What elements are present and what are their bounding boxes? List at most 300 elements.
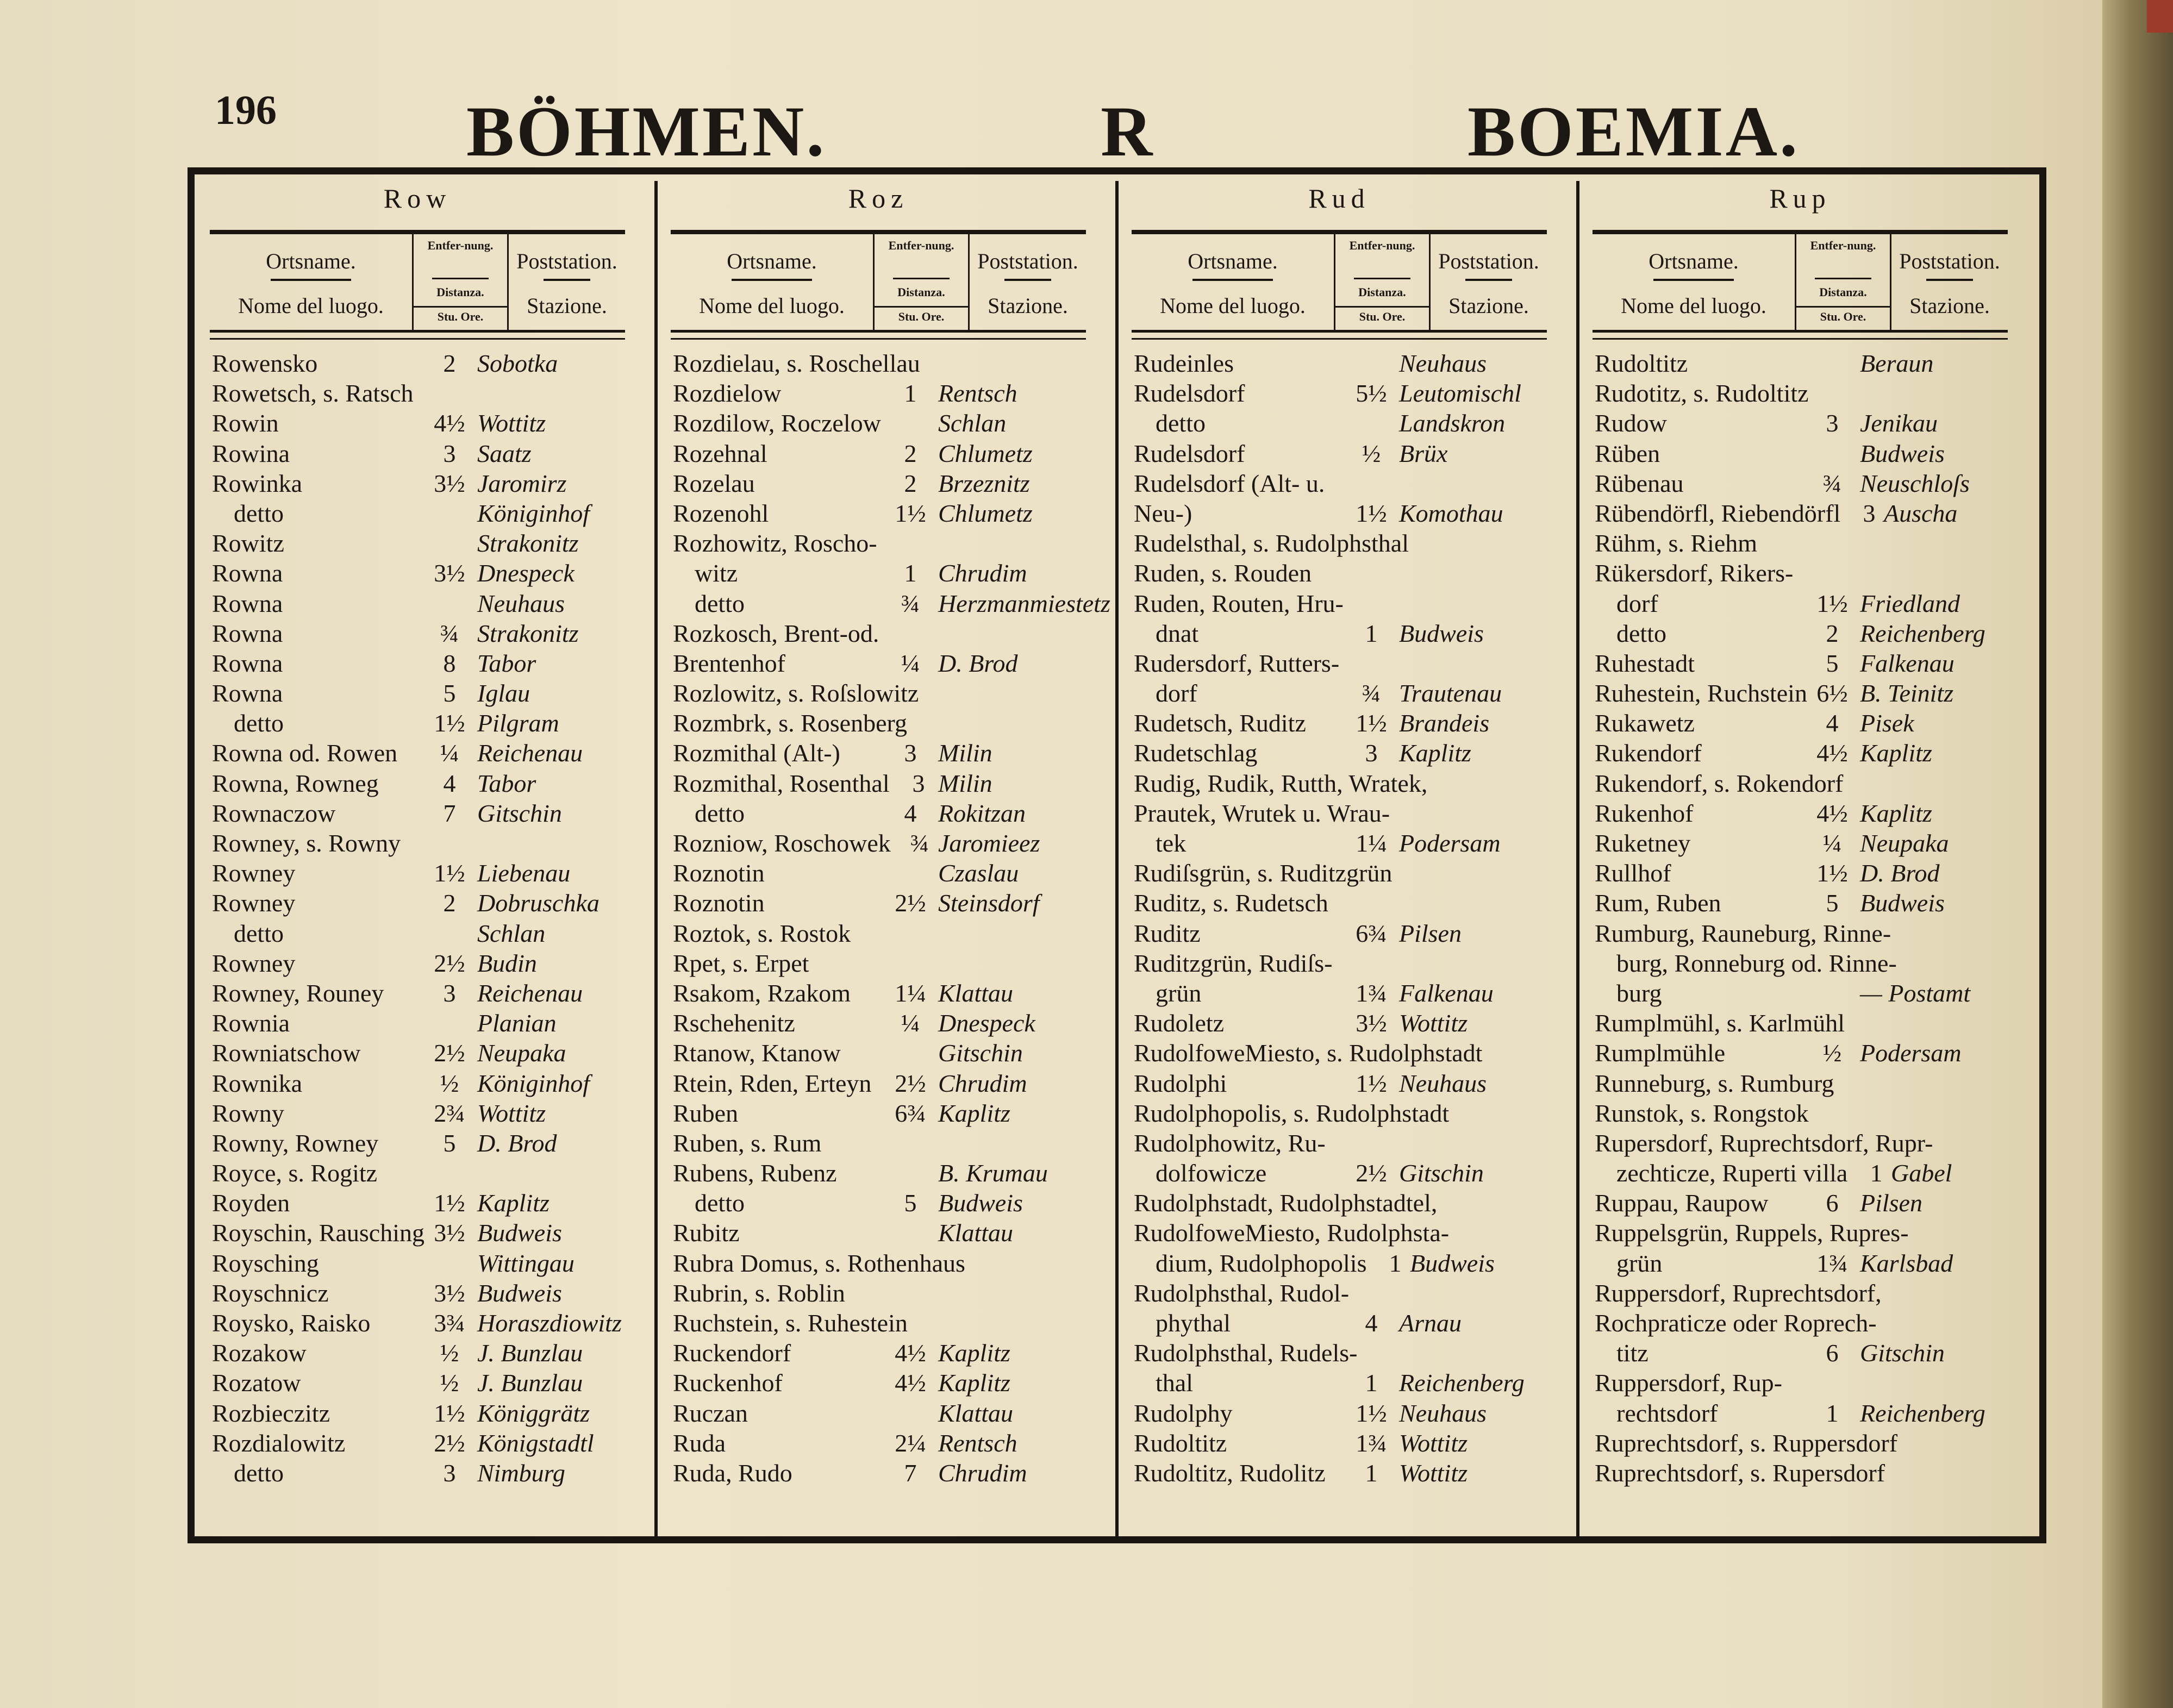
post-station: Saatz [477, 439, 532, 467]
distance: 4½ [434, 409, 465, 437]
entry-row [673, 408, 1091, 438]
post-station: Reichenberg [1399, 1369, 1525, 1397]
post-station: Schlan [477, 919, 546, 947]
post-station: Brüx [1399, 439, 1448, 467]
header-post-it: Stazione. [1909, 293, 1990, 318]
entry-row [1595, 798, 2013, 828]
entry-row [673, 528, 1091, 558]
entry-row [212, 1428, 630, 1458]
place-name: Rochpraticze oder Roprech- [1595, 1309, 1877, 1337]
column-title: Roz [848, 183, 909, 214]
place-name: dnat [1156, 619, 1199, 647]
place-name: Ruppersdorf, Rup- [1595, 1369, 1782, 1397]
entry-row [1595, 1308, 2013, 1338]
post-station: Kaplitz [1860, 799, 1932, 827]
place-name: Rozkosch, Brent-od. [673, 619, 879, 647]
post-station: Neuhaus [477, 589, 565, 617]
distance: 1¼ [1356, 829, 1387, 857]
post-station: Landskron [1399, 409, 1506, 437]
distance: ¼ [440, 739, 459, 767]
entry-row [212, 888, 630, 918]
post-station: Neuschloſs [1860, 469, 1970, 497]
entry-row [212, 798, 630, 828]
entry-row [1595, 1338, 2013, 1368]
place-name: Rübendörfl, Riebendörfl [1595, 499, 1841, 527]
header-dist-de: Entfer-nung. [1810, 239, 1876, 252]
entry-row [1134, 1398, 1552, 1428]
place-name: Rühm, s. Riehm [1595, 529, 1758, 558]
post-station: Karlsbad [1860, 1249, 1953, 1277]
header-dist-unit: Stu. Ore. [1335, 306, 1429, 324]
place-name: Ruckenhof [673, 1369, 783, 1397]
entry-row [673, 1368, 1091, 1398]
post-station: Chlumetz [938, 499, 1033, 527]
entry-row [1134, 888, 1552, 918]
post-station: Horaszdiowitz [477, 1309, 622, 1337]
post-station: Reichenau [477, 979, 583, 1007]
entry-row [1595, 948, 2013, 978]
entry-row [1134, 1278, 1552, 1308]
entry-list [1595, 348, 2013, 1488]
post-station: Kaplitz [1399, 739, 1471, 767]
entry-row [212, 708, 630, 738]
post-station: Budweis [477, 1279, 562, 1307]
header-post-it: Stazione. [988, 293, 1068, 318]
post-station: Brandeis [1399, 709, 1490, 737]
post-station: Auscha [1884, 499, 1958, 527]
post-station: Wottitz [477, 1099, 546, 1127]
header-dist-de: Entfer-nung. [427, 239, 494, 252]
post-station: Gabel [1891, 1159, 1952, 1187]
post-station: Podersam [1399, 829, 1501, 857]
column-header [210, 230, 625, 333]
place-name: Rowina [212, 439, 290, 467]
entry-row [1134, 1188, 1552, 1218]
place-name: detto [1156, 409, 1206, 437]
entry-row [1595, 498, 2013, 528]
entry-row [673, 1458, 1091, 1488]
place-name: detto [1616, 619, 1666, 647]
place-name: Rudelsthal, s. Rudolphsthal [1134, 529, 1409, 558]
place-name: Rsakom, Rzakom [673, 979, 851, 1007]
distance: 3¾ [434, 1309, 465, 1337]
distance: 4 [1826, 709, 1839, 737]
entry-row [1134, 1098, 1552, 1128]
place-name: Rozdialowitz [212, 1429, 346, 1457]
post-station: Pilsen [1860, 1189, 1922, 1217]
post-station: Kaplitz [938, 1099, 1010, 1127]
post-station: Milin [938, 739, 992, 767]
post-station: Sobotka [477, 349, 558, 377]
distance: ½ [440, 1339, 459, 1367]
place-name: dorf [1616, 589, 1658, 617]
post-station: Budweis [1860, 889, 1945, 917]
entry-row [1134, 918, 1552, 948]
distance: ½ [1362, 439, 1381, 467]
post-station: Klattau [938, 979, 1014, 1007]
place-name: Neu-) [1134, 499, 1192, 527]
entry-row [673, 978, 1091, 1008]
place-name: Rükersdorf, Rikers- [1595, 559, 1794, 587]
entry-list [673, 348, 1110, 1488]
distance: 3½ [434, 559, 465, 587]
place-name: Ruden, Routen, Hru- [1134, 589, 1344, 617]
column-title: Row [383, 183, 452, 214]
post-station: B. Krumau [938, 1159, 1048, 1187]
heading-german: BÖHMEN. [466, 91, 827, 171]
entry-row [1595, 1278, 2013, 1308]
entry-row [673, 348, 1091, 378]
place-name: Ruditz [1134, 919, 1201, 947]
entry-row [673, 768, 1091, 798]
post-station: Jaromirz [477, 469, 567, 497]
post-station: Pilgram [477, 709, 559, 737]
entry-row [673, 1308, 1091, 1338]
entry-row [1134, 768, 1552, 798]
entry-row [673, 1158, 1091, 1188]
distance: ¾ [901, 589, 920, 617]
post-station: Milin [938, 769, 992, 797]
column-title: Rud [1308, 183, 1370, 214]
entry-row [673, 798, 1091, 828]
entry-row [1595, 1038, 2013, 1068]
post-station: Leutomischl [1399, 379, 1521, 408]
distance: 3 [912, 769, 925, 797]
distance: 2½ [895, 1069, 926, 1097]
red-page-edge [2147, 0, 2173, 33]
entry-row [1134, 1038, 1552, 1068]
column-header [671, 230, 1086, 333]
distance: 2 [443, 889, 456, 917]
place-name: Rudersdorf, Rutters- [1134, 649, 1340, 677]
entry-row [212, 918, 630, 948]
distance: 4½ [1816, 739, 1848, 767]
distance: 1½ [1816, 859, 1848, 887]
entry-row [1595, 828, 2013, 858]
entry-row [1595, 978, 2013, 1008]
entry-row [673, 1248, 1091, 1278]
header-rule [544, 279, 590, 281]
place-name: Roysching [212, 1249, 319, 1277]
post-station: Budweis [477, 1219, 562, 1247]
place-name: detto [234, 919, 284, 947]
header-post-de: Poststation. [977, 249, 1078, 273]
place-name: Rumplmühle [1595, 1039, 1726, 1067]
entry-row [212, 768, 630, 798]
distance: 1¾ [1356, 979, 1387, 1007]
entry-row [212, 858, 630, 888]
place-name: Rozatow [212, 1369, 301, 1397]
post-station: Budweis [938, 1189, 1023, 1217]
place-name: Rudoletz [1134, 1009, 1225, 1037]
post-station: Neuhaus [1399, 1069, 1487, 1097]
distance: ½ [440, 1369, 459, 1397]
entry-row [673, 468, 1091, 498]
place-name: Rudotitz, s. Rudoltitz [1595, 379, 1809, 408]
place-name: Rukendorf, s. Rokendorf [1595, 769, 1844, 797]
entry-row [673, 1338, 1091, 1368]
entry-row [212, 528, 630, 558]
place-name: Rudolphsthal, Rudels- [1134, 1339, 1358, 1367]
place-name: thal [1156, 1369, 1193, 1397]
distance: 1½ [1816, 589, 1848, 617]
post-station: Wittingau [477, 1249, 575, 1277]
entry-row [212, 348, 630, 378]
place-name: Rowney [212, 859, 296, 887]
entry-row [212, 1128, 630, 1158]
entry-row [212, 439, 630, 468]
place-name: Rozelau [673, 469, 755, 497]
header-dist-de: Entfer-nung. [888, 239, 954, 252]
place-name: Rowna [212, 679, 283, 708]
post-station: Wottitz [1399, 1009, 1468, 1037]
post-station: Neupaka [477, 1039, 566, 1067]
entry-row [212, 828, 630, 858]
post-station: Trautenau [1399, 679, 1502, 708]
place-name: Rozmithal, Rosenthal [673, 769, 890, 797]
place-name: Ruda [673, 1429, 726, 1457]
post-station: Gitschin [1860, 1339, 1945, 1367]
entry-row [1595, 708, 2013, 738]
place-name: Ruben, s. Rum [673, 1129, 822, 1157]
distance: 4 [1365, 1309, 1378, 1337]
header-name-de: Ortsname. [1649, 249, 1739, 273]
place-name: Rukendorf [1595, 739, 1702, 767]
post-station: Tabor [477, 769, 536, 797]
post-station: Gitschin [1399, 1159, 1484, 1187]
place-name: detto [695, 589, 745, 617]
post-station: Pilsen [1399, 919, 1462, 947]
post-station: Neuhaus [1399, 349, 1487, 377]
entry-row [673, 1068, 1091, 1098]
distance: 3½ [434, 469, 465, 497]
column-header [1132, 230, 1547, 333]
place-name: detto [695, 1189, 745, 1217]
distance: 1 [1365, 1459, 1378, 1487]
entry-row [212, 1218, 630, 1248]
distance: 8 [443, 649, 456, 677]
place-name: Rudolphi [1134, 1069, 1227, 1097]
place-name: Rumplmühl, s. Karlmühl [1595, 1009, 1845, 1037]
place-name: Rpet, s. Erpet [673, 949, 809, 977]
distance: 2½ [1356, 1159, 1387, 1187]
entry-row [1134, 1248, 1552, 1278]
distance: 7 [443, 799, 456, 827]
distance: 2 [443, 349, 456, 377]
header-dist-unit: Stu. Ore. [414, 306, 507, 324]
header-station-cell [1891, 234, 2008, 330]
place-name: Rumburg, Rauneburg, Rinne- [1595, 919, 1891, 947]
place-name: Rozmithal (Alt-) [673, 739, 840, 767]
post-station: J. Bunzlau [477, 1369, 583, 1397]
place-name: Roztok, s. Rostok [673, 919, 851, 947]
entry-row [673, 888, 1091, 918]
header-rule [1192, 279, 1273, 281]
entry-row [1595, 918, 2013, 948]
place-name: Runneburg, s. Rumburg [1595, 1069, 1834, 1097]
entry-row [1595, 528, 2013, 558]
entry-row [1134, 708, 1552, 738]
post-station: Chlumetz [938, 439, 1033, 467]
place-name: RudolfoweMiesto, Rudolphsta- [1134, 1219, 1450, 1247]
place-name: Royce, s. Rogitz [212, 1159, 378, 1187]
place-name: Ruppau, Raupow [1595, 1189, 1769, 1217]
place-name: Rozenohl [673, 499, 769, 527]
distance: 1 [1826, 1399, 1839, 1427]
place-name: Rowitz [212, 529, 284, 558]
distance: 5 [443, 1129, 456, 1157]
entry-row [212, 589, 630, 618]
entry-row [673, 858, 1091, 888]
post-station: Gitschin [477, 799, 562, 827]
distance: 4 [904, 799, 917, 827]
post-station: Wottitz [477, 409, 546, 437]
entry-row [673, 378, 1091, 408]
place-name: phythal [1156, 1309, 1231, 1337]
header-name-cell [1132, 234, 1335, 330]
header-dist-unit: Stu. Ore. [1796, 306, 1890, 324]
place-name: Rudetsch, Ruditz [1134, 709, 1306, 737]
place-name: Prautek, Wrutek u. Wrau- [1134, 799, 1390, 827]
place-name: Rozdilow, Roczelow [673, 409, 881, 437]
place-name: grün [1156, 979, 1202, 1007]
header-station-cell [509, 234, 625, 330]
header-name-cell [210, 234, 414, 330]
header-name-de: Ortsname. [727, 249, 817, 273]
entry-row [1134, 468, 1552, 498]
place-name: Brentenhof [673, 649, 785, 677]
place-name: Rowetsch, s. Ratsch [212, 379, 414, 408]
distance: ½ [440, 1069, 459, 1097]
distance: 2¾ [434, 1099, 465, 1127]
place-name: Rschehenitz [673, 1009, 795, 1037]
distance: ¼ [1822, 829, 1842, 857]
entry-row [212, 1368, 630, 1398]
distance: 2 [904, 439, 917, 467]
post-station: Arnau [1399, 1309, 1462, 1337]
header-name-it: Nome del luogo. [238, 293, 384, 318]
entry-row [1134, 1458, 1552, 1488]
entry-row [212, 558, 630, 588]
entry-row [1134, 1158, 1552, 1188]
place-name: detto [234, 499, 284, 527]
distance: ½ [1822, 1039, 1842, 1067]
place-name: Rukenhof [1595, 799, 1694, 827]
post-station: Chrudim [938, 559, 1027, 587]
place-name: Rudow [1595, 409, 1667, 437]
post-station: Strakonitz [477, 529, 579, 558]
place-name: Rozmbrk, s. Rosenberg [673, 709, 908, 737]
place-name: Rubrin, s. Roblin [673, 1279, 845, 1307]
distance: 6¾ [1356, 919, 1387, 947]
entry-row [212, 498, 630, 528]
header-name-it: Nome del luogo. [1621, 293, 1766, 318]
place-name: grün [1616, 1249, 1663, 1277]
entry-row [673, 1128, 1091, 1158]
entry-row [1134, 1428, 1552, 1458]
entry-row [212, 1008, 630, 1038]
post-station: Schlan [938, 409, 1007, 437]
entry-row [673, 948, 1091, 978]
post-station: J. Bunzlau [477, 1339, 583, 1367]
place-name: Rowney, s. Rowny [212, 829, 401, 857]
entry-row [212, 1458, 630, 1488]
place-name: Rozbieczitz [212, 1399, 330, 1427]
distance: 3 [1826, 409, 1839, 437]
place-name: detto [234, 709, 284, 737]
distance: 1½ [434, 859, 465, 887]
place-name: rechtsdorf [1616, 1399, 1718, 1427]
place-name: dorf [1156, 679, 1197, 708]
post-station: D. Brod [938, 649, 1018, 677]
entry-row [1134, 1218, 1552, 1248]
entry-row [1595, 1458, 2013, 1488]
place-name: Ruprechtsdorf, s. Ruppersdorf [1595, 1429, 1898, 1457]
distance: 1 [1365, 619, 1378, 647]
place-name: Ruketney [1595, 829, 1691, 857]
distance: 1½ [1356, 499, 1387, 527]
header-rule [1815, 278, 1871, 279]
distance: 1½ [434, 1399, 465, 1427]
header-name-de: Ortsname. [1188, 249, 1278, 273]
column-roz [666, 181, 1110, 1537]
entry-row [1134, 1068, 1552, 1098]
entry-row [1134, 798, 1552, 828]
place-name: Rowin [212, 409, 279, 437]
table-frame [188, 167, 2046, 1543]
entry-row [1134, 948, 1552, 978]
place-name: Runstok, s. Rongstok [1595, 1099, 1809, 1127]
place-name: Ruditzgrün, Rudiſs- [1134, 949, 1333, 977]
place-name: Rowney, Rouney [212, 979, 384, 1007]
entry-row [212, 1278, 630, 1308]
entry-row [1595, 1158, 2013, 1188]
header-post-it: Stazione. [527, 293, 607, 318]
place-name: Rubitz [673, 1219, 740, 1247]
entry-row [673, 1398, 1091, 1428]
place-name: Rukawetz [1595, 709, 1695, 737]
entry-row [1134, 618, 1552, 648]
distance: 3½ [434, 1219, 465, 1247]
post-station: Budweis [1399, 619, 1484, 647]
distance: 6½ [1816, 679, 1848, 708]
entry-row [212, 678, 630, 708]
entry-row [1595, 768, 2013, 798]
post-station: Liebenau [477, 859, 571, 887]
header-rule [893, 278, 949, 279]
place-name: Rudolphy [1134, 1399, 1233, 1427]
header-post-de: Poststation. [1438, 249, 1539, 273]
place-name: Rüben [1595, 439, 1660, 467]
place-name: Rowensko [212, 349, 318, 377]
header-dist-it: Distanza. [436, 285, 484, 299]
place-name: Ruchstein, s. Ruhestein [673, 1309, 908, 1337]
place-name: Rudolphopolis, s. Rudolphstadt [1134, 1099, 1450, 1127]
header-post-de: Poststation. [516, 249, 617, 273]
entry-row [673, 648, 1091, 678]
entry-row [1595, 648, 2013, 678]
entry-row [1595, 858, 2013, 888]
header-rule [1926, 279, 1973, 281]
header-station-cell [1431, 234, 1547, 330]
entry-row [212, 978, 630, 1008]
post-station: Planian [477, 1009, 557, 1037]
place-name: tek [1156, 829, 1187, 857]
entry-row [1595, 589, 2013, 618]
header-name-cell [1593, 234, 1796, 330]
post-station: Jaromieez [938, 829, 1040, 857]
entry-row [673, 618, 1091, 648]
